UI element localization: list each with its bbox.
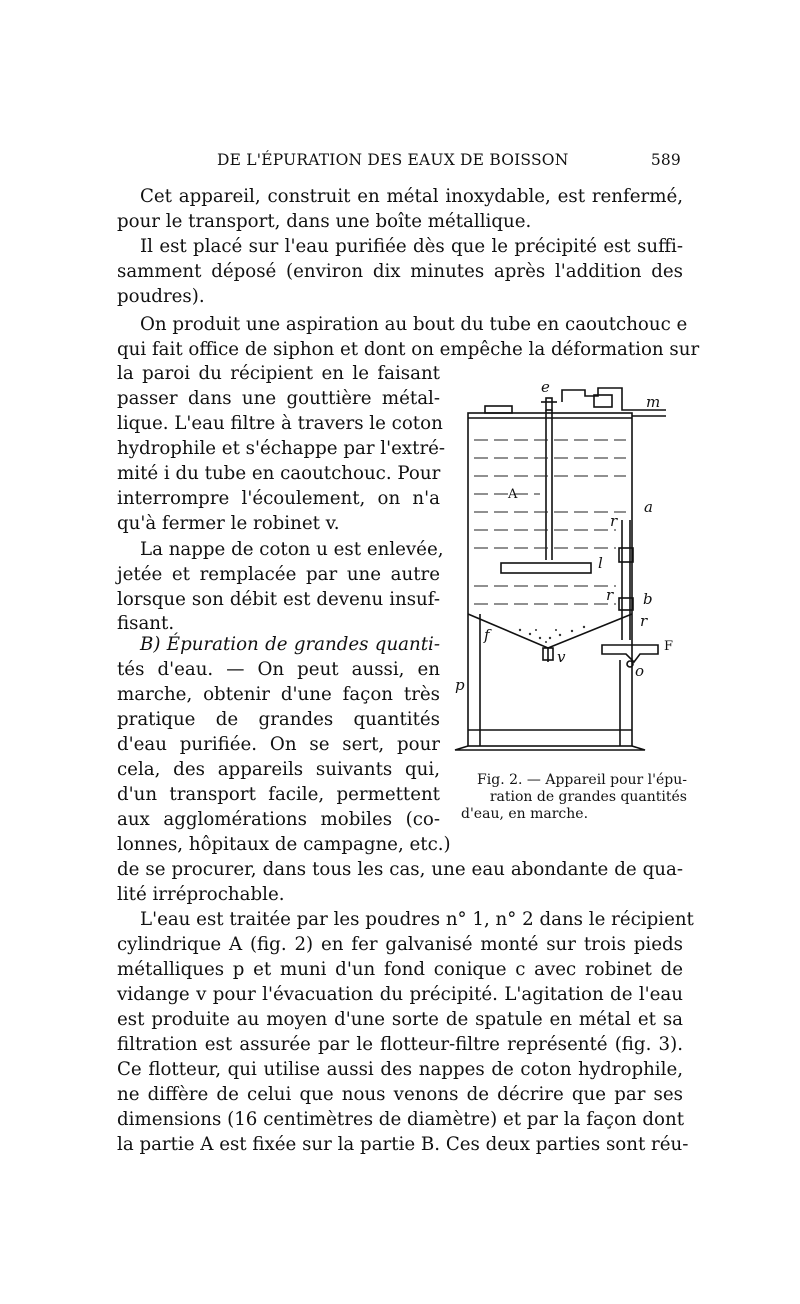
stirring-paddle: [501, 563, 591, 573]
lid-handle: [485, 406, 512, 413]
text-line: lité irréprochable.: [117, 884, 285, 905]
running-header: [117, 151, 683, 173]
text-line: vidange v pour l'évacuation du précipité. L'agitation de l'eau: [117, 984, 683, 1005]
label-o: o: [635, 662, 645, 680]
tank-outline: [468, 413, 632, 746]
text-line: hydrophile et s'échappe par l'extré-: [117, 438, 446, 459]
text-line: fisant.: [117, 613, 175, 634]
caption-line: ration de grandes quantités: [489, 789, 687, 805]
text-line: aux agglomérations mobiles (co-: [117, 809, 440, 830]
text-line: interrompre l'écoulement, on n'a: [117, 488, 440, 509]
text-line: pratique de grandes quantités: [117, 709, 440, 730]
figure-caption: [437, 772, 687, 823]
running-title: DE L'ÉPURATION DES EAUX DE BOISSON: [217, 151, 569, 169]
text-line: marche, obtenir d'une façon très: [117, 684, 440, 705]
text-line: B) Épuration de grandes quanti-: [140, 634, 440, 655]
text-line: tés d'eau. — On peut aussi, en: [117, 659, 440, 680]
text-line: mité i du tube en caoutchouc. Pour: [117, 463, 441, 484]
text-line: On produit une aspiration au bout du tube en caoutchouc e: [140, 314, 688, 335]
text-line: la partie A est fixée sur la partie B. Ces deux parties sont réu-: [117, 1134, 689, 1155]
text-line: qu'à fermer le robinet v.: [117, 513, 340, 534]
text-line: Il est placé sur l'eau purifiée dès que le précipité est suffi-: [140, 236, 683, 257]
text-line: filtration est assurée par le flotteur-filtre représenté (fig. 3).: [117, 1034, 683, 1055]
text-line: d'un transport facile, permettent: [117, 784, 440, 805]
text-line: Cet appareil, construit en métal inoxydable, est renfermé,: [140, 186, 683, 207]
text-line: La nappe de coton u est enlevée,: [140, 539, 444, 560]
text-line: dimensions (16 centimètres de diamètre) et par la façon dont: [117, 1109, 685, 1130]
label-e: e: [541, 378, 550, 396]
text-line: métalliques p et muni d'un fond conique c avec robinet de: [117, 959, 683, 980]
text-line: de se procurer, dans tous les cas, une eau abondante de qua-: [117, 859, 683, 880]
text-line: pour le transport, dans une boîte métallique.: [117, 211, 532, 232]
label-v: v: [557, 648, 566, 666]
text-line: lique. L'eau filtre à travers le coton: [117, 413, 443, 434]
text-line: cylindrique A (fig. 2) en fer galvanisé monté sur trois pieds: [117, 934, 683, 955]
label-r3: r: [640, 612, 648, 630]
text-line: L'eau est traitée par les poudres n° 1, n° 2 dans le récipient: [140, 909, 694, 930]
text-line: d'eau purifiée. On se sert, pour: [117, 734, 440, 755]
text-line: cela, des appareils suivants qui,: [117, 759, 440, 780]
label-l: l: [598, 554, 603, 572]
text-line: samment déposé (environ dix minutes après l'addition des: [117, 261, 683, 282]
label-m: m: [646, 393, 661, 411]
label-F: F: [664, 639, 674, 654]
label-a: a: [644, 498, 653, 516]
label-p: p: [455, 676, 465, 694]
label-f: f: [484, 626, 490, 644]
apparatus-figure: [440, 372, 690, 768]
text-line: lonnes, hôpitaux de campagne, etc.): [117, 834, 451, 855]
label-b: b: [643, 590, 653, 608]
text-line: Ce flotteur, qui utilise aussi des nappes de coton hydrophile,: [117, 1059, 683, 1080]
label-r1: r: [610, 512, 618, 530]
text-line: poudres).: [117, 286, 205, 307]
label-r2: r: [606, 586, 614, 604]
text-line: ne diffère de celui que nous venons de décrire que par ses: [117, 1084, 683, 1105]
text-line: passer dans une gouttière métal-: [117, 388, 440, 409]
text-line: lorsque son débit est devenu insuf-: [117, 589, 440, 610]
caption-line: d'eau, en marche.: [461, 806, 589, 822]
label-A: A: [508, 487, 518, 502]
page-number: 589: [650, 151, 681, 169]
text-line: jetée et remplacée par une autre: [117, 564, 440, 585]
text-line: qui fait office de siphon et dont on empêche la déformation sur: [117, 339, 700, 360]
text-line: est produite au moyen d'une sorte de spatule en métal et sa: [117, 1009, 683, 1030]
text-line: la paroi du récipient en le faisant: [117, 363, 440, 384]
conical-bottom: [468, 614, 632, 648]
caption-line: Fig. 2. — Appareil pour l'épu-: [477, 772, 687, 788]
